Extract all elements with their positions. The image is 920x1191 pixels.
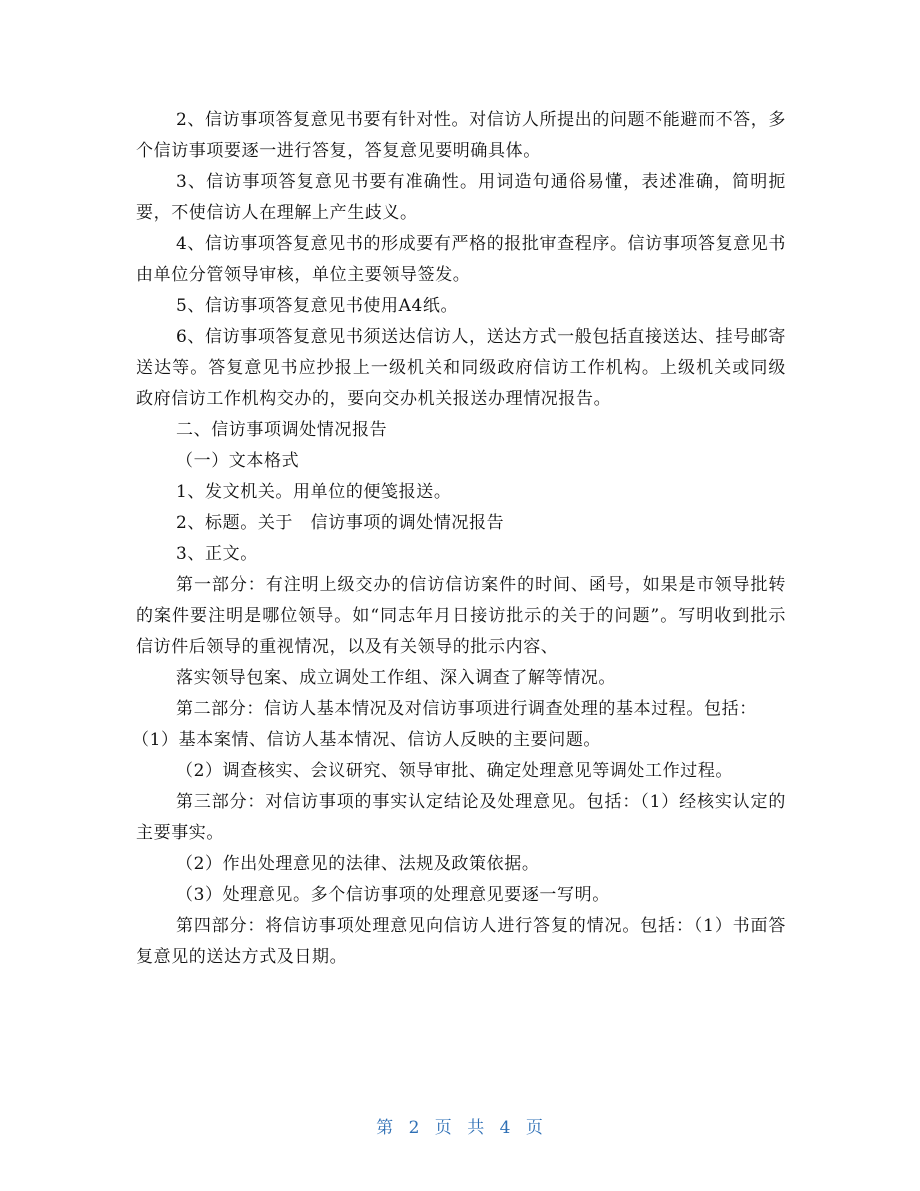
body-part-3-item-3: （3）处理意见。多个信访事项的处理意见要逐一写明。 [176, 885, 610, 905]
body-part-2: 第二部分：信访人基本情况及对信访事项进行调查处理的基本过程。包括： [176, 699, 757, 719]
footer-current-page: 2 [408, 1118, 421, 1138]
paragraph-item-2: 2、信访事项答复意见书要有针对性。对信访人所提出的问题不能避而不答，多个信访事项要逐一进行答复，答复意见要明确具体。 [136, 110, 786, 161]
paragraph-item-6: 6、信访事项答复意见书须送达信访人，送达方式一般包括直接送达、挂号邮寄送达等。答复意见书应抄报上一级机关和同级政府信访工作机构。上级机关或同级政府信访工作机构交办的，要向交办机关报送办理情况报告。 [136, 327, 786, 409]
format-item-1: 1、发文机关。用单位的便笺报送。 [176, 482, 452, 502]
footer-total-pages: 4 [499, 1118, 512, 1138]
body-part-4: 第四部分：将信访事项处理意见向信访人进行答复的情况。包括：（1）书面答复意见的送达方式及日期。 [136, 916, 786, 967]
document-body [132, 105, 786, 973]
body-part-3-item-2: （2）作出处理意见的法律、法规及政策依据。 [176, 854, 540, 874]
format-item-2: 2、标题。关于 信访事项的调处情况报告 [176, 513, 505, 533]
footer-page-word: 页 [434, 1118, 453, 1138]
body-part-1: 第一部分：有注明上级交办的信访信访案件的时间、函号，如果是市领导批转的案件要注明是哪位领导。如“同志年月日接访批示的关于的问题”。写明收到批示信访件后领导的重视情况，以及有关领导的批示内容、 [136, 575, 786, 657]
footer-prefix: 第 [376, 1118, 395, 1138]
body-part-2-item-1: （1）基本案情、信访人基本情况、信访人反映的主要问题。 [132, 730, 602, 750]
subsection-heading-1: （一）文本格式 [176, 451, 300, 471]
page-footer [0, 1113, 920, 1138]
paragraph-item-5: 5、信访事项答复意见书使用A4纸。 [176, 296, 459, 316]
body-part-3: 第三部分：对信访事项的事实认定结论及处理意见。包括：（1）经核实认定的主要事实。 [136, 792, 786, 843]
body-part-1-continued: 落实领导包案、成立调处工作组、深入调查了解等情况。 [176, 668, 616, 688]
section-heading-2: 二、信访事项调处情况报告 [176, 420, 388, 440]
paragraph-item-3: 3、信访事项答复意见书要有准确性。用词造句通俗易懂，表述准确，简明扼要，不使信访人在理解上产生歧义。 [136, 172, 786, 223]
format-item-3: 3、正文。 [176, 544, 258, 564]
footer-total-word: 共 [467, 1118, 486, 1138]
footer-suffix: 页 [525, 1118, 544, 1138]
paragraph-item-4: 4、信访事项答复意见书的形成要有严格的报批审查程序。信访事项答复意见书由单位分管领导审核，单位主要领导签发。 [136, 234, 786, 285]
body-part-2-item-2: （2）调查核实、会议研究、领导审批、确定处理意见等调处工作过程。 [176, 761, 734, 781]
